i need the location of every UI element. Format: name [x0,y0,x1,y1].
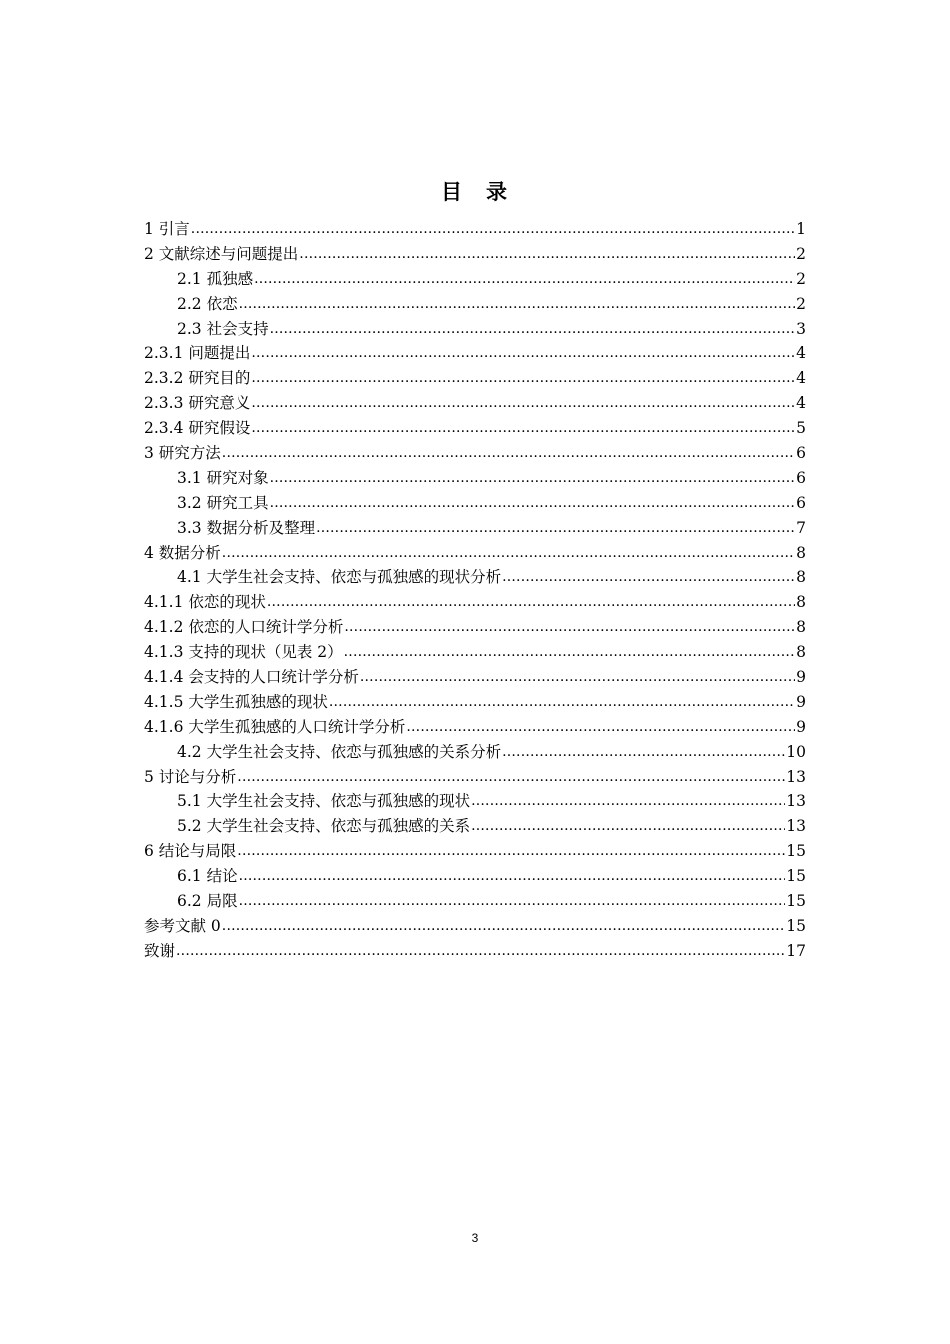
toc-entry-label: 2.3 社会支持 [177,319,269,338]
toc-entry-label: 2 文献综述与问题提出 [144,244,299,263]
toc-title-char-1: 目 [441,179,464,204]
toc-entry[interactable] [144,765,806,790]
toc-leader-dots [239,292,796,317]
toc-entry-label: 4.1.3 支持的现状（见表 2） [144,643,343,662]
toc-entry-label: 4 数据分析 [144,543,221,562]
toc-entry-label: 3.1 研究对象 [177,468,269,487]
toc-entry[interactable] [144,690,806,715]
toc-entry-label: 4.1.2 依恋的人口统计学分析 [144,618,344,637]
toc-leader-dots [299,242,795,267]
toc-leader-dots [191,217,795,242]
toc-entry-page: 9 [796,668,806,687]
toc-entry[interactable] [144,914,806,939]
toc-entry-page: 5 [796,419,806,438]
toc-leader-dots [406,715,795,740]
toc-leader-dots [237,765,785,790]
toc-entry[interactable] [144,640,806,665]
toc-entry-label: 5.2 大学生社会支持、依恋与孤独感的关系 [177,817,471,836]
toc-entry-page: 6 [796,444,806,462]
toc-entry-page: 2 [796,294,806,313]
toc-leader-dots [270,466,796,491]
toc-entry-label: 5 讨论与分析 [144,767,237,786]
toc-leader-dots [251,341,795,366]
toc-leader-dots [270,317,796,342]
toc-entry[interactable] [144,889,806,914]
toc-entry[interactable] [144,466,806,491]
toc-entry[interactable] [144,789,806,814]
toc-entry-page: 13 [786,792,806,811]
toc-entry[interactable] [144,590,806,615]
toc-entry-page: 15 [786,916,806,935]
toc-entry[interactable] [144,839,806,864]
toc-leader-dots [344,640,795,665]
toc-leader-dots [239,864,786,889]
toc-entry-label: 4.1.6 大学生孤独感的人口统计学分析 [144,717,406,736]
toc-entry[interactable] [144,366,806,391]
toc-entry[interactable] [144,516,806,541]
toc-entry[interactable] [144,814,806,839]
toc-leader-dots [222,441,795,466]
toc-entry[interactable] [144,715,806,740]
toc-entry-page: 17 [786,941,806,960]
toc-entry[interactable] [144,242,806,267]
toc-leader-dots [254,267,795,292]
toc-leader-dots [251,416,795,441]
toc-entry-label: 2.3.2 研究目的 [144,369,251,388]
toc-leader-dots [316,516,795,541]
toc-entry[interactable] [144,441,806,466]
toc-entry[interactable] [144,615,806,640]
toc-title [0,176,950,206]
toc-entry-page: 8 [796,593,806,612]
toc-leader-dots [270,491,796,516]
toc-entry-page: 9 [796,692,806,711]
toc-entry[interactable] [144,267,806,292]
toc-entry-label: 3.2 研究工具 [177,493,269,512]
toc-leader-dots [239,889,786,914]
toc-leader-dots [237,839,785,864]
table-of-contents [144,217,806,964]
toc-entry-page: 13 [786,767,806,786]
toc-entry-page: 3 [796,319,806,338]
toc-entry-label: 3.3 数据分析及整理 [177,518,316,537]
toc-entry-label: 2.2 依恋 [177,294,238,313]
toc-entry-page: 13 [786,817,806,836]
toc-entry-label: 2.3.3 研究意义 [144,394,251,413]
toc-entry[interactable] [144,939,806,964]
toc-leader-dots [176,939,785,964]
toc-entry-label: 6 结论与局限 [144,842,237,861]
toc-entry[interactable] [144,665,806,690]
toc-entry-page: 8 [796,543,806,562]
toc-entry[interactable] [144,565,806,590]
toc-leader-dots [344,615,795,640]
toc-entry-page: 6 [796,493,806,512]
toc-entry-label: 3 研究方法 [144,444,221,462]
toc-entry-page: 6 [796,468,806,487]
toc-entry-label: 6.1 结论 [177,867,238,886]
toc-entry[interactable] [144,740,806,765]
toc-entry-label: 6.2 局限 [177,892,238,911]
toc-leader-dots [502,740,785,765]
toc-leader-dots [251,391,795,416]
toc-entry-page: 4 [796,344,806,363]
toc-entry-page: 2 [796,244,806,263]
toc-leader-dots [329,690,795,715]
toc-entry-page: 1 [796,219,806,238]
toc-leader-dots [222,914,785,939]
toc-leader-dots [222,541,795,566]
toc-entry-label: 2.1 孤独感 [177,269,254,288]
toc-entry[interactable] [144,292,806,317]
toc-entry-page: 8 [796,618,806,637]
toc-entry-label: 致谢 [144,941,176,960]
toc-entry-page: 15 [786,867,806,886]
toc-entry-label: 参考文献 0 [144,916,221,935]
toc-entry[interactable] [144,491,806,516]
toc-entry-label: 4.1.4 会支持的人口统计学分析 [144,668,359,687]
toc-entry-page: 7 [796,518,806,537]
toc-entry-label: 2.3.1 问题提出 [144,344,251,363]
toc-entry-page: 8 [796,568,806,587]
toc-entry-label: 5.1 大学生社会支持、依恋与孤独感的现状 [177,792,471,811]
toc-entry-page: 8 [796,643,806,662]
toc-leader-dots [502,565,795,590]
toc-entry[interactable] [144,416,806,441]
toc-entry-label: 2.3.4 研究假设 [144,419,251,438]
toc-entry-page: 15 [786,892,806,911]
toc-title-char-2: 录 [486,179,509,204]
toc-entry[interactable] [144,864,806,889]
toc-entry-label: 1 引言 [144,219,190,238]
toc-entry-page: 15 [786,842,806,861]
toc-entry[interactable] [144,317,806,342]
page-number: 3 [471,1231,479,1245]
toc-entry[interactable] [144,217,806,242]
toc-leader-dots [471,814,785,839]
toc-entry-page: 4 [796,369,806,388]
toc-leader-dots [267,590,795,615]
toc-entry-label: 4.1 大学生社会支持、依恋与孤独感的现状分析 [177,568,502,587]
toc-entry-page: 9 [796,717,806,736]
toc-entry-label: 4.1.5 大学生孤独感的现状 [144,692,328,711]
toc-entry-page: 10 [786,742,806,761]
toc-leader-dots [251,366,795,391]
toc-entry[interactable] [144,391,806,416]
toc-entry[interactable] [144,341,806,366]
toc-leader-dots [360,665,795,690]
toc-entry-label: 4.1.1 依恋的现状 [144,593,266,612]
toc-entry-label: 4.2 大学生社会支持、依恋与孤独感的关系分析 [177,742,502,761]
toc-leader-dots [471,789,785,814]
toc-entry[interactable] [144,541,806,566]
toc-entry-page: 4 [796,394,806,413]
toc-entry-page: 2 [796,269,806,288]
